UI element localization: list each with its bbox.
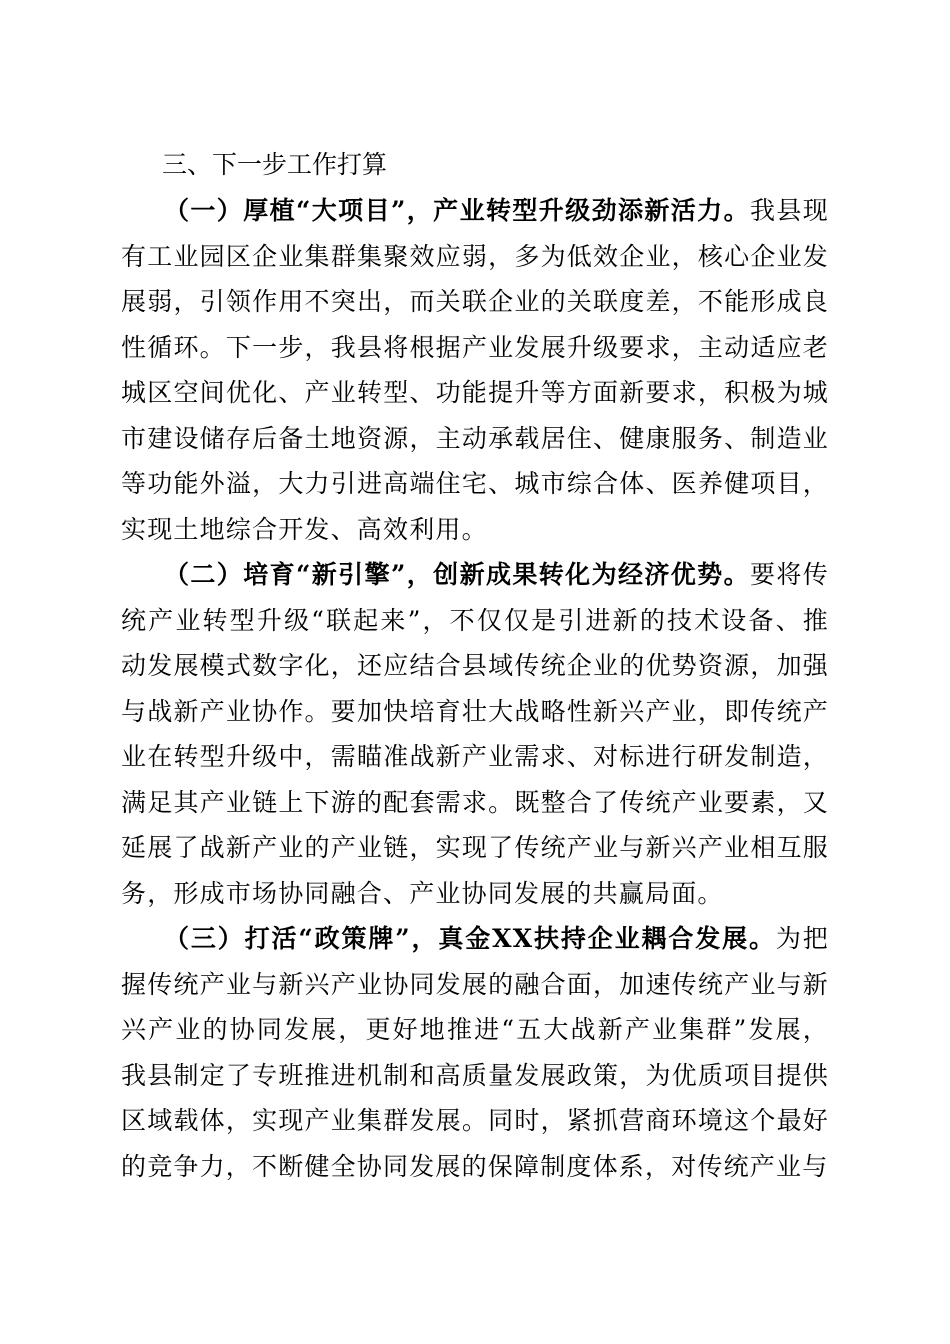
paragraph-2-lead: （二）培育“新引擎”，创新成果转化为经济优势。 <box>164 560 750 589</box>
paragraph-3 <box>121 916 829 1189</box>
paragraph-1 <box>121 188 829 552</box>
paragraph-3-lead: （三）打活“政策牌”，真金XX扶持企业耦合发展。 <box>164 924 776 953</box>
paragraph-1-body: 我县现有工业园区企业集群集聚效应弱，多为低效企业，核心企业发展弱，引领作用不突出，而关联企业的关联度差，不能形成良性循环。下一步，我县将根据产业发展升级要求，主动适应老城区空间优化、产业转型、功能提升等方面新要求，积极为城市建设储存后备土地资源，主动承载居住、健康服务、制造业等功能外溢，大力引进高端住宅、城市综合体、医养健项目，实现土地综合开发、高效利用。 <box>121 196 829 544</box>
section-heading: 三、下一步工作打算 <box>162 150 388 179</box>
paragraph-2-body: 要将传统产业转型升级“联起来”，不仅仅是引进新的技术设备、推动发展模式数字化，还应结合县域传统企业的优势资源，加强与战新产业协作。要加快培育壮大战略性新兴产业，即传统产业在转型升级中，需瞄准战新产业需求、对标进行研发制造，满足其产业链上下游的配套需求。既整合了传统产业要素，又延展了战新产业的产业链，实现了传统产业与新兴产业相互服务，形成市场协同融合、产业协同发展的共赢局面。 <box>121 560 829 908</box>
document-page <box>121 142 829 1189</box>
paragraph-3-body: 为把握传统产业与新兴产业协同发展的融合面，加速传统产业与新兴产业的协同发展，更好地推进“五大战新产业集群”发展，我县制定了专班推进机制和高质量发展政策，为优质项目提供区域载体，实现产业集群发展。同时，紧抓营商环境这个最好的竞争力，不断健全协同发展的保障制度体系，对传统产业与 <box>121 924 829 1181</box>
paragraph-2 <box>121 552 829 916</box>
paragraph-1-lead: （一）厚植“大项目”，产业转型升级劲添新活力。 <box>164 196 750 225</box>
